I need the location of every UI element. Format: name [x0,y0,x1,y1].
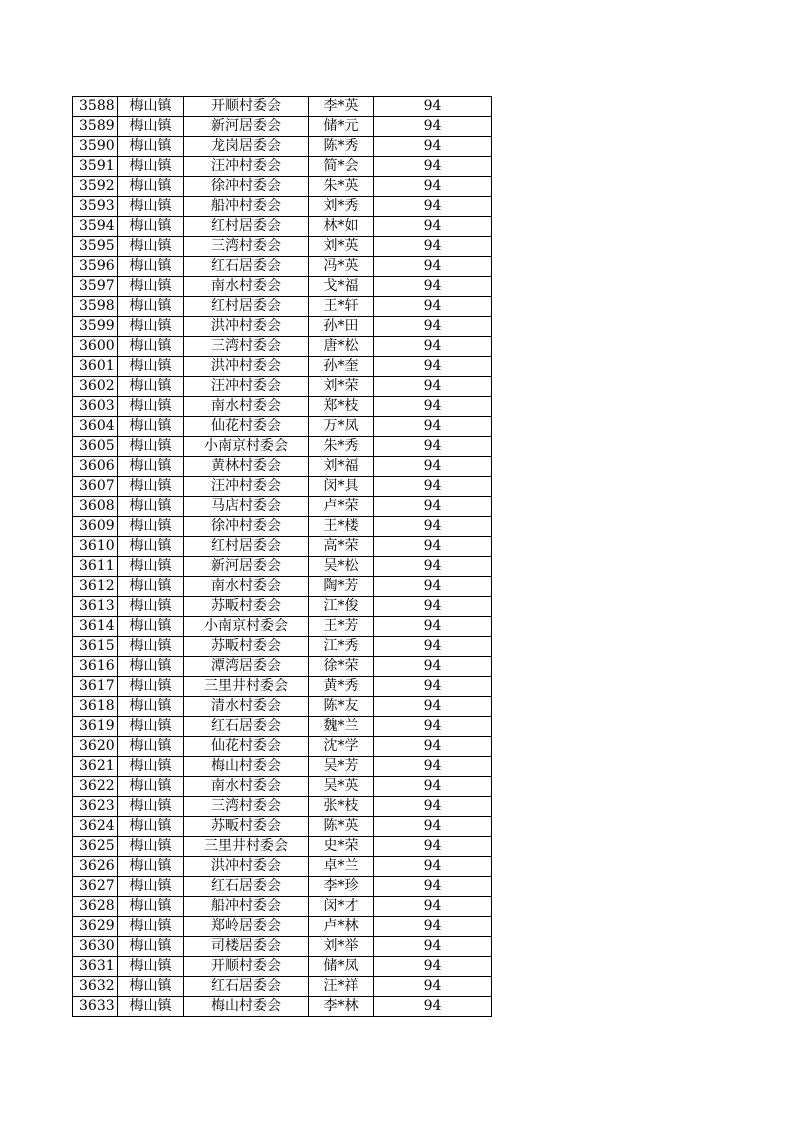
record-id-cell: 3619 [73,717,118,737]
table-row [73,717,492,737]
person-name-cell: 朱*秀 [309,437,374,457]
town-cell: 梅山镇 [118,517,184,537]
person-name-cell: 戈*福 [309,277,374,297]
town-cell: 梅山镇 [118,477,184,497]
person-name-cell: 陶*芳 [309,577,374,597]
table-row [73,117,492,137]
village-committee-cell: 三湾村委会 [184,797,309,817]
town-cell: 梅山镇 [118,97,184,117]
village-committee-cell: 小南京村委会 [184,437,309,457]
village-committee-cell: 新河居委会 [184,117,309,137]
person-name-cell: 卢*林 [309,917,374,937]
table-row [73,277,492,297]
village-committee-cell: 苏畈村委会 [184,637,309,657]
person-name-cell: 陈*秀 [309,137,374,157]
village-committee-cell: 徐冲村委会 [184,177,309,197]
village-committee-cell: 红石居委会 [184,977,309,997]
town-cell: 梅山镇 [118,577,184,597]
score-cell: 94 [374,997,492,1017]
score-cell: 94 [374,337,492,357]
person-name-cell: 李*英 [309,97,374,117]
table-row [73,97,492,117]
person-name-cell: 张*枝 [309,797,374,817]
table-row [73,617,492,637]
record-id-cell: 3607 [73,477,118,497]
table-row [73,337,492,357]
village-committee-cell: 三湾村委会 [184,337,309,357]
score-cell: 94 [374,257,492,277]
town-cell: 梅山镇 [118,357,184,377]
record-id-cell: 3605 [73,437,118,457]
village-committee-cell: 三里井村委会 [184,837,309,857]
person-name-cell: 汪*祥 [309,977,374,997]
town-cell: 梅山镇 [118,997,184,1017]
table-row [73,497,492,517]
score-cell: 94 [374,477,492,497]
table-row [73,857,492,877]
village-committee-cell: 汪冲村委会 [184,477,309,497]
record-id-cell: 3629 [73,917,118,937]
town-cell: 梅山镇 [118,297,184,317]
score-cell: 94 [374,897,492,917]
score-cell: 94 [374,357,492,377]
score-cell: 94 [374,637,492,657]
table-row [73,877,492,897]
record-id-cell: 3596 [73,257,118,277]
record-id-cell: 3621 [73,757,118,777]
person-name-cell: 吴*英 [309,777,374,797]
record-id-cell: 3593 [73,197,118,217]
village-committee-cell: 苏畈村委会 [184,597,309,617]
score-cell: 94 [374,117,492,137]
person-name-cell: 储*凤 [309,957,374,977]
record-id-cell: 3603 [73,397,118,417]
village-committee-cell: 清水村委会 [184,697,309,717]
village-committee-cell: 龙岗居委会 [184,137,309,157]
village-committee-cell: 红村居委会 [184,217,309,237]
town-cell: 梅山镇 [118,777,184,797]
person-name-cell: 万*凤 [309,417,374,437]
record-id-cell: 3601 [73,357,118,377]
person-name-cell: 刘*秀 [309,197,374,217]
record-id-cell: 3627 [73,877,118,897]
score-cell: 94 [374,857,492,877]
record-id-cell: 3609 [73,517,118,537]
village-committee-cell: 南水村委会 [184,277,309,297]
table-row [73,557,492,577]
person-name-cell: 史*荣 [309,837,374,857]
record-id-cell: 3626 [73,857,118,877]
person-name-cell: 刘*举 [309,937,374,957]
score-cell: 94 [374,537,492,557]
person-name-cell: 简*会 [309,157,374,177]
score-cell: 94 [374,817,492,837]
person-name-cell: 吴*松 [309,557,374,577]
table-row [73,657,492,677]
table-row [73,537,492,557]
score-cell: 94 [374,397,492,417]
record-id-cell: 3602 [73,377,118,397]
person-name-cell: 闵*具 [309,477,374,497]
village-committee-cell: 小南京村委会 [184,617,309,637]
record-id-cell: 3620 [73,737,118,757]
record-id-cell: 3624 [73,817,118,837]
village-committee-cell: 马店村委会 [184,497,309,517]
table-row [73,737,492,757]
village-committee-cell: 梅山村委会 [184,997,309,1017]
record-id-cell: 3631 [73,957,118,977]
village-committee-cell: 南水村委会 [184,397,309,417]
table-row [73,197,492,217]
table-row [73,317,492,337]
score-cell: 94 [374,877,492,897]
person-name-cell: 王*轩 [309,297,374,317]
village-committee-cell: 船冲村委会 [184,197,309,217]
village-committee-cell: 郑岭居委会 [184,917,309,937]
table-row [73,837,492,857]
score-cell: 94 [374,377,492,397]
village-committee-cell: 司楼居委会 [184,937,309,957]
score-cell: 94 [374,957,492,977]
person-name-cell: 唐*松 [309,337,374,357]
score-cell: 94 [374,657,492,677]
person-name-cell: 刘*福 [309,457,374,477]
town-cell: 梅山镇 [118,157,184,177]
record-id-cell: 3617 [73,677,118,697]
person-name-cell: 卢*荣 [309,497,374,517]
table-row [73,397,492,417]
table-row [73,577,492,597]
score-cell: 94 [374,717,492,737]
town-cell: 梅山镇 [118,677,184,697]
record-id-cell: 3623 [73,797,118,817]
person-name-cell: 江*俊 [309,597,374,617]
score-cell: 94 [374,837,492,857]
table-row [73,357,492,377]
table-row [73,597,492,617]
record-id-cell: 3590 [73,137,118,157]
score-cell: 94 [374,617,492,637]
record-id-cell: 3611 [73,557,118,577]
village-committee-cell: 黄林村委会 [184,457,309,477]
person-name-cell: 林*如 [309,217,374,237]
table-row [73,797,492,817]
score-cell: 94 [374,217,492,237]
record-id-cell: 3608 [73,497,118,517]
person-name-cell: 黄*秀 [309,677,374,697]
village-committee-cell: 洪冲村委会 [184,857,309,877]
table-row [73,257,492,277]
score-cell: 94 [374,277,492,297]
table-row [73,217,492,237]
table-row [73,937,492,957]
score-cell: 94 [374,557,492,577]
town-cell: 梅山镇 [118,697,184,717]
record-id-cell: 3606 [73,457,118,477]
town-cell: 梅山镇 [118,257,184,277]
person-name-cell: 王*芳 [309,617,374,637]
town-cell: 梅山镇 [118,397,184,417]
village-committee-cell: 徐冲村委会 [184,517,309,537]
town-cell: 梅山镇 [118,817,184,837]
table-row [73,637,492,657]
town-cell: 梅山镇 [118,537,184,557]
person-name-cell: 孙*田 [309,317,374,337]
record-id-cell: 3588 [73,97,118,117]
score-cell: 94 [374,677,492,697]
village-committee-cell: 新河居委会 [184,557,309,577]
table-row [73,517,492,537]
person-name-cell: 储*元 [309,117,374,137]
person-name-cell: 陈*英 [309,817,374,837]
score-cell: 94 [374,177,492,197]
score-cell: 94 [374,937,492,957]
table-row [73,777,492,797]
village-committee-cell: 仙花村委会 [184,417,309,437]
town-cell: 梅山镇 [118,417,184,437]
village-committee-cell: 红村居委会 [184,537,309,557]
village-committee-cell: 红石居委会 [184,717,309,737]
person-name-cell: 闵*才 [309,897,374,917]
person-name-cell: 高*荣 [309,537,374,557]
person-name-cell: 沈*学 [309,737,374,757]
village-committee-cell: 红村居委会 [184,297,309,317]
record-sheet [72,96,492,1017]
village-committee-cell: 南水村委会 [184,777,309,797]
record-id-cell: 3591 [73,157,118,177]
town-cell: 梅山镇 [118,737,184,757]
table-row [73,957,492,977]
person-name-cell: 李*林 [309,997,374,1017]
town-cell: 梅山镇 [118,337,184,357]
town-cell: 梅山镇 [118,377,184,397]
score-cell: 94 [374,97,492,117]
score-cell: 94 [374,917,492,937]
score-cell: 94 [374,237,492,257]
town-cell: 梅山镇 [118,237,184,257]
village-committee-cell: 汪冲村委会 [184,157,309,177]
record-id-cell: 3628 [73,897,118,917]
town-cell: 梅山镇 [118,217,184,237]
score-cell: 94 [374,777,492,797]
table-row [73,677,492,697]
village-committee-cell: 洪冲村委会 [184,317,309,337]
table-row [73,297,492,317]
person-name-cell: 孙*奎 [309,357,374,377]
town-cell: 梅山镇 [118,197,184,217]
record-id-cell: 3622 [73,777,118,797]
town-cell: 梅山镇 [118,177,184,197]
town-cell: 梅山镇 [118,857,184,877]
town-cell: 梅山镇 [118,917,184,937]
table-row [73,177,492,197]
record-id-cell: 3595 [73,237,118,257]
person-name-cell: 朱*英 [309,177,374,197]
person-name-cell: 郑*枝 [309,397,374,417]
record-id-cell: 3633 [73,997,118,1017]
record-id-cell: 3597 [73,277,118,297]
score-cell: 94 [374,597,492,617]
record-id-cell: 3592 [73,177,118,197]
village-committee-cell: 苏畈村委会 [184,817,309,837]
person-name-cell: 魏*兰 [309,717,374,737]
score-cell: 94 [374,457,492,477]
village-committee-cell: 仙花村委会 [184,737,309,757]
record-id-cell: 3598 [73,297,118,317]
table-row [73,457,492,477]
table-row [73,437,492,457]
village-committee-cell: 开顺村委会 [184,957,309,977]
score-cell: 94 [374,417,492,437]
record-id-cell: 3632 [73,977,118,997]
person-name-cell: 王*楼 [309,517,374,537]
town-cell: 梅山镇 [118,317,184,337]
table-row [73,417,492,437]
town-cell: 梅山镇 [118,977,184,997]
score-cell: 94 [374,757,492,777]
record-id-cell: 3599 [73,317,118,337]
table-row [73,897,492,917]
record-id-cell: 3612 [73,577,118,597]
record-id-cell: 3614 [73,617,118,637]
record-id-cell: 3610 [73,537,118,557]
person-name-cell: 李*珍 [309,877,374,897]
score-cell: 94 [374,497,492,517]
person-name-cell: 江*秀 [309,637,374,657]
village-committee-cell: 红石居委会 [184,877,309,897]
table-row [73,157,492,177]
town-cell: 梅山镇 [118,897,184,917]
table-row [73,977,492,997]
village-committee-cell: 洪冲村委会 [184,357,309,377]
records-table [72,96,492,1017]
score-cell: 94 [374,797,492,817]
record-id-cell: 3618 [73,697,118,717]
table-row [73,237,492,257]
table-row [73,697,492,717]
village-committee-cell: 汪冲村委会 [184,377,309,397]
score-cell: 94 [374,157,492,177]
table-row [73,137,492,157]
record-id-cell: 3615 [73,637,118,657]
town-cell: 梅山镇 [118,117,184,137]
town-cell: 梅山镇 [118,717,184,737]
score-cell: 94 [374,977,492,997]
village-committee-cell: 三湾村委会 [184,237,309,257]
town-cell: 梅山镇 [118,757,184,777]
village-committee-cell: 潭湾居委会 [184,657,309,677]
table-row [73,997,492,1017]
score-cell: 94 [374,137,492,157]
record-id-cell: 3616 [73,657,118,677]
score-cell: 94 [374,197,492,217]
village-committee-cell: 南水村委会 [184,577,309,597]
town-cell: 梅山镇 [118,457,184,477]
town-cell: 梅山镇 [118,937,184,957]
record-id-cell: 3613 [73,597,118,617]
score-cell: 94 [374,517,492,537]
person-name-cell: 陈*友 [309,697,374,717]
town-cell: 梅山镇 [118,597,184,617]
score-cell: 94 [374,577,492,597]
score-cell: 94 [374,297,492,317]
person-name-cell: 吴*芳 [309,757,374,777]
record-id-cell: 3630 [73,937,118,957]
table-row [73,917,492,937]
person-name-cell: 冯*英 [309,257,374,277]
town-cell: 梅山镇 [118,617,184,637]
score-cell: 94 [374,317,492,337]
person-name-cell: 徐*荣 [309,657,374,677]
record-id-cell: 3604 [73,417,118,437]
town-cell: 梅山镇 [118,557,184,577]
town-cell: 梅山镇 [118,797,184,817]
village-committee-cell: 梅山村委会 [184,757,309,777]
town-cell: 梅山镇 [118,137,184,157]
town-cell: 梅山镇 [118,877,184,897]
score-cell: 94 [374,737,492,757]
town-cell: 梅山镇 [118,497,184,517]
record-id-cell: 3600 [73,337,118,357]
record-id-cell: 3625 [73,837,118,857]
person-name-cell: 刘*英 [309,237,374,257]
village-committee-cell: 船冲村委会 [184,897,309,917]
record-id-cell: 3589 [73,117,118,137]
table-row [73,477,492,497]
records-table-body [73,97,492,1017]
table-row [73,377,492,397]
town-cell: 梅山镇 [118,637,184,657]
table-row [73,757,492,777]
town-cell: 梅山镇 [118,277,184,297]
table-row [73,817,492,837]
village-committee-cell: 开顺村委会 [184,97,309,117]
town-cell: 梅山镇 [118,657,184,677]
town-cell: 梅山镇 [118,437,184,457]
town-cell: 梅山镇 [118,837,184,857]
village-committee-cell: 三里井村委会 [184,677,309,697]
village-committee-cell: 红石居委会 [184,257,309,277]
score-cell: 94 [374,697,492,717]
person-name-cell: 刘*荣 [309,377,374,397]
record-id-cell: 3594 [73,217,118,237]
town-cell: 梅山镇 [118,957,184,977]
score-cell: 94 [374,437,492,457]
person-name-cell: 卓*兰 [309,857,374,877]
